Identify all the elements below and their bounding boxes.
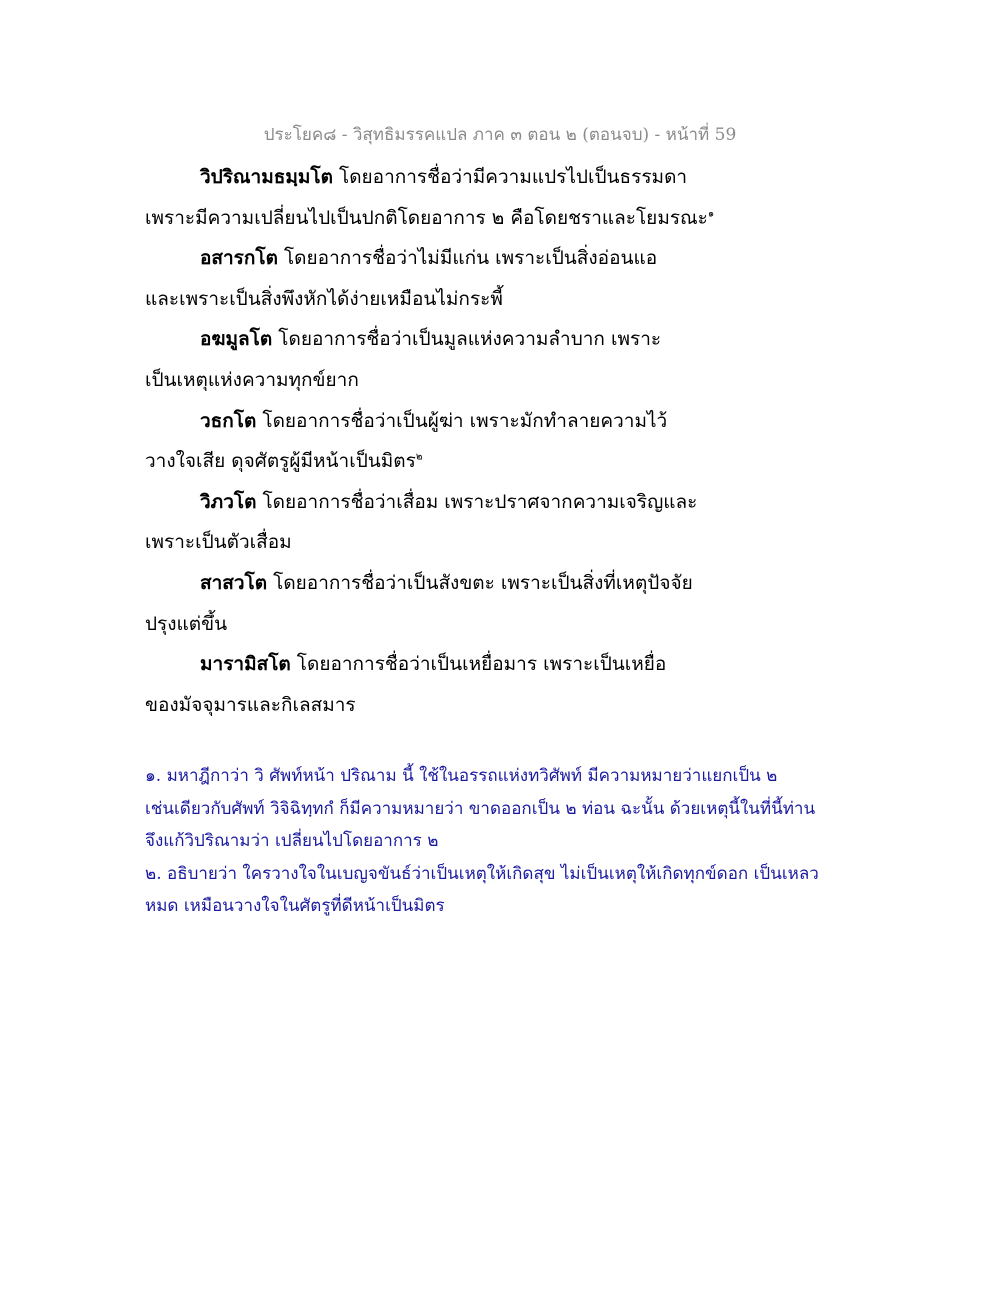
footnote-mark-2: ๒	[415, 451, 423, 463]
footnote-2-line-2: หมด เหมือนวางใจในศัตรูที่ดีหน้าเป็นมิตร	[145, 896, 445, 916]
entry-7-text: โดยอาการชื่อว่าเป็นเหยื่อมาร เพราะเป็นเหยื่อ	[290, 653, 667, 676]
entry-1-line-2	[145, 198, 845, 239]
entry-3-continuation: เป็นเหตุแห่งความทุกข์ยาก	[145, 368, 359, 391]
entry-4-term: วธกโต	[200, 409, 257, 432]
entry-7-continuation: ของมัจจุมารและกิเลสมาร	[145, 693, 356, 716]
entry-5-continuation: เพราะเป็นตัวเสื่อม	[145, 531, 292, 554]
main-text	[145, 157, 845, 725]
entry-2-line-1	[145, 238, 845, 279]
entry-7-line-1	[145, 644, 845, 685]
entry-3-line-2	[145, 360, 845, 401]
entry-7-term: มารามิสโต	[200, 653, 291, 676]
entry-6-text: โดยอาการชื่อว่าเป็นสังขตะ เพราะเป็นสิ่งที่เหตุปัจจัย	[267, 571, 693, 594]
footnotes	[145, 760, 845, 923]
footnote-2-line-1: ๒. อธิบายว่า ใครวางใจในเบญจขันธ์ว่าเป็นเหตุให้เกิดสุข ไม่เป็นเหตุให้เกิดทุกข์ดอก เป็นเหลว	[145, 863, 819, 884]
entry-2-continuation: และเพราะเป็นสิ่งพึงหักได้ง่ายเหมือนไม่กระพี้	[145, 287, 503, 310]
entry-5-term: วิภวโต	[200, 490, 257, 513]
footnote-1-line-1: ๑. มหาฎีกาว่า วิ ศัพท์หน้า ปริณาม นี้ ใช้ในอรรถแห่งทวิศัพท์ มีความหมายว่าแยกเป็น ๒	[145, 766, 778, 786]
footnote-1-line-3: จึงแก้วิปริณามว่า เปลี่ยนไปโดยอาการ ๒	[145, 831, 439, 851]
entry-6-term: สาสวโต	[200, 571, 268, 594]
entry-4-text: โดยอาการชื่อว่าเป็นผู้ฆ่า เพราะมักทำลายความไว้	[256, 409, 668, 432]
entry-6-line-2	[145, 604, 845, 645]
entry-2-text: โดยอาการชื่อว่าไม่มีแก่น เพราะเป็นสิ่งอ่อนแอ	[277, 247, 658, 270]
entry-3-line-1	[145, 319, 845, 360]
entry-5-text: โดยอาการชื่อว่าเสื่อม เพราะปราศจากความเจริญและ	[256, 490, 698, 513]
entry-5-line-1	[145, 482, 845, 523]
entry-5-line-2	[145, 522, 845, 563]
page-header: ประโยค๘ - วิสุทธิมรรคแปล ภาค ๓ ตอน ๒ (ตอนจบ) - หน้าที่ 59	[263, 125, 737, 145]
entry-7-line-2	[145, 685, 845, 726]
footnote-1-line-2: เช่นเดียวกับศัพท์ วิจิฉิทฺทกํ ก็มีความหมายว่า ขาดออกเป็น ๒ ท่อน ฉะนั้น ด้วยเหตุนี้ในที่นี้ท่าน	[145, 798, 816, 819]
entry-6-line-1	[145, 563, 845, 604]
entry-4-line-1	[145, 401, 845, 442]
entry-1-line-1	[145, 157, 845, 198]
entry-1-continuation: เพราะมีความเปลี่ยนไปเป็นปกติโดยอาการ ๒ คือโดยชราและโยมรณะ	[145, 206, 708, 229]
entry-3-text: โดยอาการชื่อว่าเป็นมูลแห่งความลำบาก เพราะ	[272, 328, 662, 351]
entry-4-line-2	[145, 441, 845, 482]
footnote-mark-1: ๑	[707, 208, 715, 220]
entry-4-continuation: วางใจเสีย ดุจศัตรูผู้มีหน้าเป็นมิตร	[145, 450, 416, 473]
entry-6-continuation: ปรุงแต่ขึ้น	[145, 612, 228, 635]
entry-1-text: โดยอาการชื่อว่ามีความแปรไปเป็นธรรมดา	[332, 166, 688, 188]
entry-2-term: อสารกโต	[200, 247, 278, 270]
entry-1-term: วิปริณามธมฺมโต	[200, 166, 333, 188]
entry-2-line-2	[145, 279, 845, 320]
entry-3-term: อฆมูลโต	[200, 328, 273, 351]
